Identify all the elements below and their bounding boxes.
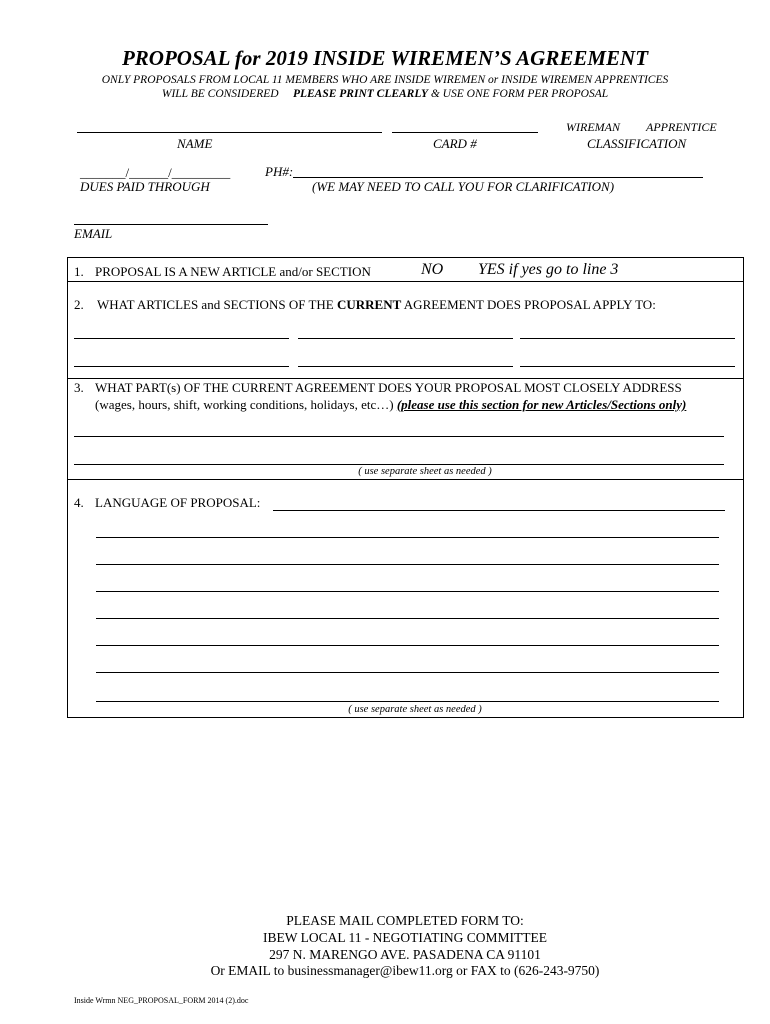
article-field[interactable] (298, 338, 513, 339)
section-2-text-a: WHAT ARTICLES and SECTIONS OF THE (97, 297, 337, 312)
article-field[interactable] (298, 366, 513, 367)
file-name: Inside Wrmn NEG_PROPOSAL_FORM 2014 (2).doc (74, 996, 249, 1005)
section-3-text: WHAT PART(s) OF THE CURRENT AGREEMENT DOES YOUR PROPOSAL MOST CLOSELY ADDRESS (95, 380, 682, 395)
no-option[interactable]: NO (421, 261, 444, 278)
section-2-box (67, 280, 744, 379)
card-label: CARD # (433, 136, 477, 151)
will-be-considered: WILL BE CONSIDERED (161, 88, 279, 100)
proposal-language-field[interactable] (96, 537, 719, 538)
card-field[interactable] (392, 132, 538, 133)
section-2-current: CURRENT (336, 297, 402, 312)
section-1-number: 1. (74, 264, 84, 279)
separate-sheet-note: ( use separate sheet as needed ) (348, 704, 482, 715)
one-form-note: & USE ONE FORM PER PROPOSAL (430, 88, 609, 100)
section-3-examples (95, 397, 686, 413)
dues-field[interactable]: _______/______/_________ (80, 165, 231, 180)
article-field[interactable] (520, 338, 735, 339)
mail-address: 297 N. MARENGO AVE. PASADENA CA 91101 (269, 947, 541, 962)
article-field[interactable] (74, 366, 289, 367)
section-3-examples-text: (wages, hours, shift, working conditions, holidays, etc…) (95, 397, 394, 412)
eligibility-note: ONLY PROPOSALS FROM LOCAL 11 MEMBERS WHO ARE INSIDE WIREMEN or INSIDE WIREMEN APPRENTICES (101, 74, 669, 86)
proposal-language-field[interactable] (96, 701, 719, 702)
proposal-language-field[interactable] (273, 510, 725, 511)
section-3-note: (please use this section for new Articles/Sections only) (396, 397, 687, 412)
phone-label: PH#: (265, 164, 294, 179)
print-clearly: PLEASE PRINT CLEARLY (292, 88, 428, 100)
proposal-language-field[interactable] (96, 645, 719, 646)
mail-recipient: IBEW LOCAL 11 - NEGOTIATING COMMITTEE (262, 930, 548, 945)
proposal-language-field[interactable] (96, 618, 719, 619)
mail-instruction: PLEASE MAIL COMPLETED FORM TO: (286, 913, 524, 928)
contact-line: Or EMAIL to businessmanager@ibew11.org or FAX to (626-243-9750) (210, 963, 600, 978)
section-4-number: 4. (74, 495, 84, 510)
classification-label: CLASSIFICATION (587, 136, 687, 151)
section-4-box (67, 479, 744, 718)
phone-note: (WE MAY NEED TO CALL YOU FOR CLARIFICATION) (312, 179, 615, 194)
proposal-language-field[interactable] (96, 591, 719, 592)
article-field[interactable] (74, 338, 289, 339)
address-field[interactable] (74, 436, 724, 437)
section-3-number: 3. (74, 380, 84, 395)
email-field[interactable] (74, 224, 268, 225)
separate-sheet-note: ( use separate sheet as needed ) (358, 466, 492, 477)
proposal-language-field[interactable] (96, 564, 719, 565)
section-2-text-c: AGREEMENT DOES PROPOSAL APPLY TO: (401, 297, 656, 312)
dues-label: DUES PAID THROUGH (80, 179, 210, 194)
address-field[interactable] (74, 464, 724, 465)
section-2-text (97, 297, 656, 313)
article-field[interactable] (520, 366, 735, 367)
section-4-text: LANGUAGE OF PROPOSAL: (95, 495, 261, 510)
section-2-number: 2. (74, 297, 84, 312)
phone-field[interactable] (293, 177, 703, 178)
email-label: EMAIL (74, 226, 113, 241)
section-1-text: PROPOSAL IS A NEW ARTICLE and/or SECTION (95, 264, 371, 279)
proposal-language-field[interactable] (96, 672, 719, 673)
name-field[interactable] (77, 132, 382, 133)
apprentice-option[interactable]: APPRENTICE (646, 120, 717, 134)
yes-option[interactable]: YES if yes go to line 3 (478, 261, 619, 278)
name-label: NAME (177, 136, 213, 151)
form-title: PROPOSAL for 2019 INSIDE WIREMEN’S AGREEMENT (121, 46, 649, 70)
instructions-line (0, 88, 770, 100)
wireman-option[interactable]: WIREMAN (566, 120, 620, 134)
